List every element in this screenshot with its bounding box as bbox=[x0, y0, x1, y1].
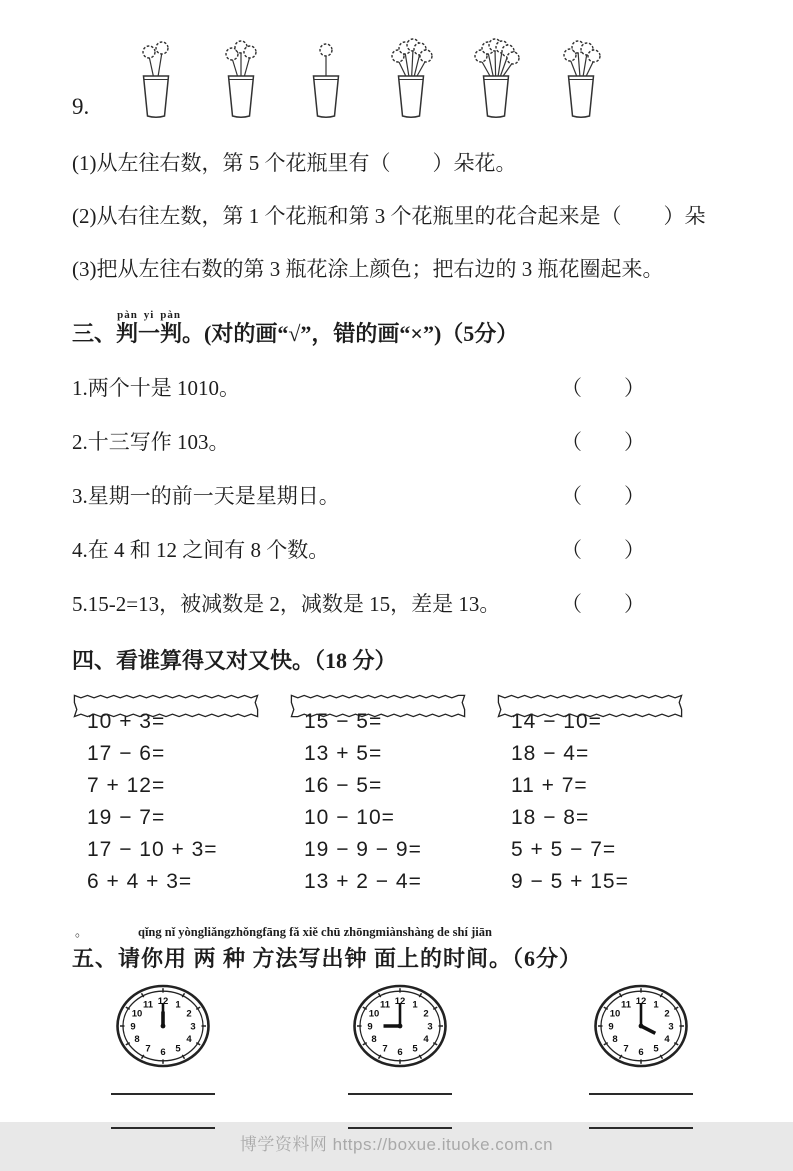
clocks-row bbox=[72, 981, 723, 1073]
clock-number: 12 bbox=[394, 995, 406, 1007]
clock-number: 1 bbox=[653, 999, 659, 1011]
answer-bracket: （ ） bbox=[561, 484, 645, 508]
answer-lines-area bbox=[72, 1085, 723, 1171]
clock-number: 9 bbox=[367, 1021, 373, 1033]
clock-number: 5 bbox=[412, 1043, 418, 1055]
flower-vase bbox=[467, 38, 525, 124]
clock-number: 5 bbox=[175, 1043, 181, 1055]
clock-number: 7 bbox=[145, 1043, 151, 1055]
judge-item-text: 5.15-2=13，被减数是 2，减数是 15，差是 13。 bbox=[72, 592, 501, 616]
flower-vase bbox=[297, 38, 355, 124]
calc-box-3 bbox=[496, 693, 684, 911]
judge-item bbox=[72, 372, 723, 402]
clock-number: 10 bbox=[609, 1008, 621, 1020]
clock-number: 11 bbox=[142, 999, 154, 1011]
clock-number: 1 bbox=[412, 999, 418, 1011]
calc-problem: 10 − 10= bbox=[304, 806, 395, 829]
section-5-title: 五、请你用 两 种 方法写出钟 面上的时间。（6分） bbox=[72, 946, 583, 971]
clock-number: 12 bbox=[635, 995, 647, 1007]
question-9-number: 9. bbox=[72, 94, 90, 119]
clock-number: 10 bbox=[131, 1008, 143, 1020]
question-9 bbox=[72, 34, 723, 124]
clock-number: 10 bbox=[368, 1008, 380, 1020]
calc-problem: 14 − 10= bbox=[511, 710, 602, 733]
clock-number: 9 bbox=[130, 1021, 136, 1033]
clock-number: 8 bbox=[134, 1034, 140, 1046]
clock-number: 3 bbox=[668, 1021, 674, 1033]
clock-number: 11 bbox=[620, 999, 632, 1011]
section-3-instructions: 。(对的画“√”，错的画“×”)（5分） bbox=[182, 321, 519, 346]
section-3-title-ruby bbox=[116, 309, 183, 346]
calc-box-1 bbox=[72, 693, 260, 911]
clock-number: 2 bbox=[186, 1008, 192, 1020]
flower-vase bbox=[127, 38, 185, 124]
clock-face-3 bbox=[593, 983, 689, 1069]
clock-number: 6 bbox=[397, 1046, 403, 1058]
question-9-part-3: (3)把从左往右数的第 3 瓶花涂上颜色；把右边的 3 瓶花圈起来。 bbox=[72, 257, 664, 281]
calc-problem: 10 + 3= bbox=[87, 710, 166, 733]
judge-item-text: 4.在 4 和 12 之间有 8 个数。 bbox=[72, 538, 330, 562]
answer-line bbox=[111, 1093, 215, 1095]
clock-number: 4 bbox=[186, 1034, 192, 1046]
calc-problem: 6 + 4 + 3= bbox=[87, 870, 193, 893]
judge-item-text: 1.两个十是 1010。 bbox=[72, 376, 240, 400]
clock-number: 12 bbox=[157, 995, 169, 1007]
flower-vase bbox=[212, 38, 270, 124]
answer-bracket: （ ） bbox=[561, 592, 645, 616]
judge-item bbox=[72, 480, 723, 510]
answer-line bbox=[348, 1093, 452, 1095]
flower-vase bbox=[382, 38, 440, 124]
question-9-parts bbox=[72, 147, 723, 283]
stray-period-mark: 。 bbox=[75, 924, 89, 939]
calc-problem: 19 − 9 − 9= bbox=[304, 838, 422, 861]
calc-box-2 bbox=[289, 693, 467, 911]
calc-problem: 13 + 2 − 4= bbox=[304, 870, 422, 893]
clock-number: 9 bbox=[608, 1021, 614, 1033]
pinyin-pan-yi-pan: pàn yi pàn bbox=[116, 309, 183, 321]
clock-number: 11 bbox=[379, 999, 391, 1011]
section-5-heading bbox=[72, 925, 723, 973]
answer-bracket: （ ） bbox=[561, 538, 645, 562]
calc-problem: 18 − 4= bbox=[511, 742, 590, 765]
calc-boxes bbox=[72, 693, 723, 911]
question-9-part-2: (2)从右往左数，第 1 个花瓶和第 3 个花瓶里的花合起来是（ ）朵 bbox=[72, 204, 706, 228]
answer-bracket: （ ） bbox=[561, 430, 645, 454]
clock-number: 3 bbox=[190, 1021, 196, 1033]
clock-face-2 bbox=[352, 983, 448, 1069]
calc-problem: 16 − 5= bbox=[304, 774, 383, 797]
calc-problem: 17 − 6= bbox=[87, 742, 166, 765]
judge-item-text: 2.十三写作 103。 bbox=[72, 430, 230, 454]
clock-number: 6 bbox=[638, 1046, 644, 1058]
pinyin-annotation: qǐng nǐ yòngliǎngzhǒngfāng fǎ xiě chū zhōngmiànshàng de shí jiān bbox=[138, 925, 492, 939]
calc-problem: 13 + 5= bbox=[304, 742, 383, 765]
judge-item-text: 3.星期一的前一天是星期日。 bbox=[72, 484, 340, 508]
clock-number: 3 bbox=[427, 1021, 433, 1033]
clock-number: 8 bbox=[371, 1034, 377, 1046]
calc-problem: 5 + 5 − 7= bbox=[511, 838, 617, 861]
calc-problem: 18 − 8= bbox=[511, 806, 590, 829]
calc-problem: 7 + 12= bbox=[87, 774, 166, 797]
answer-line bbox=[348, 1127, 452, 1129]
answer-line bbox=[589, 1127, 693, 1129]
clock-number: 5 bbox=[653, 1043, 659, 1055]
section-4-heading: 四、看谁算得又对又快。（18 分） bbox=[72, 648, 397, 673]
judge-item bbox=[72, 588, 723, 618]
judge-item bbox=[72, 534, 723, 564]
flower-vase bbox=[552, 38, 610, 124]
flower-vases bbox=[127, 38, 610, 124]
clock-number: 7 bbox=[382, 1043, 388, 1055]
section-3-heading bbox=[72, 309, 723, 348]
clock-number: 4 bbox=[423, 1034, 429, 1046]
clock-number: 8 bbox=[612, 1034, 618, 1046]
clock-number: 7 bbox=[623, 1043, 629, 1055]
question-9-part-1: (1)从左往右数，第 5 个花瓶里有（ ）朵花。 bbox=[72, 151, 517, 175]
calc-problem: 9 − 5 + 15= bbox=[511, 870, 629, 893]
answer-line bbox=[111, 1127, 215, 1129]
clock-number: 4 bbox=[664, 1034, 670, 1046]
answer-bracket: （ ） bbox=[561, 376, 645, 400]
calc-problem: 11 + 7= bbox=[511, 774, 588, 797]
section-3-title: 判一判 bbox=[116, 321, 183, 346]
clock-number: 1 bbox=[175, 999, 181, 1011]
calc-problem: 17 − 10 + 3= bbox=[87, 838, 218, 861]
clock-number: 2 bbox=[664, 1008, 670, 1020]
calc-problem: 19 − 7= bbox=[87, 806, 166, 829]
clock-face-1 bbox=[115, 983, 211, 1069]
answer-line bbox=[589, 1093, 693, 1095]
judge-list bbox=[72, 372, 723, 618]
judge-item bbox=[72, 426, 723, 456]
calc-problem: 15 − 5= bbox=[304, 710, 383, 733]
watermark-footer: 博学资料网 https://boxue.ituoke.com.cn bbox=[239, 1135, 554, 1154]
section-3-index: 三、 bbox=[72, 321, 117, 346]
clock-number: 6 bbox=[160, 1046, 166, 1058]
clock-number: 2 bbox=[423, 1008, 429, 1020]
